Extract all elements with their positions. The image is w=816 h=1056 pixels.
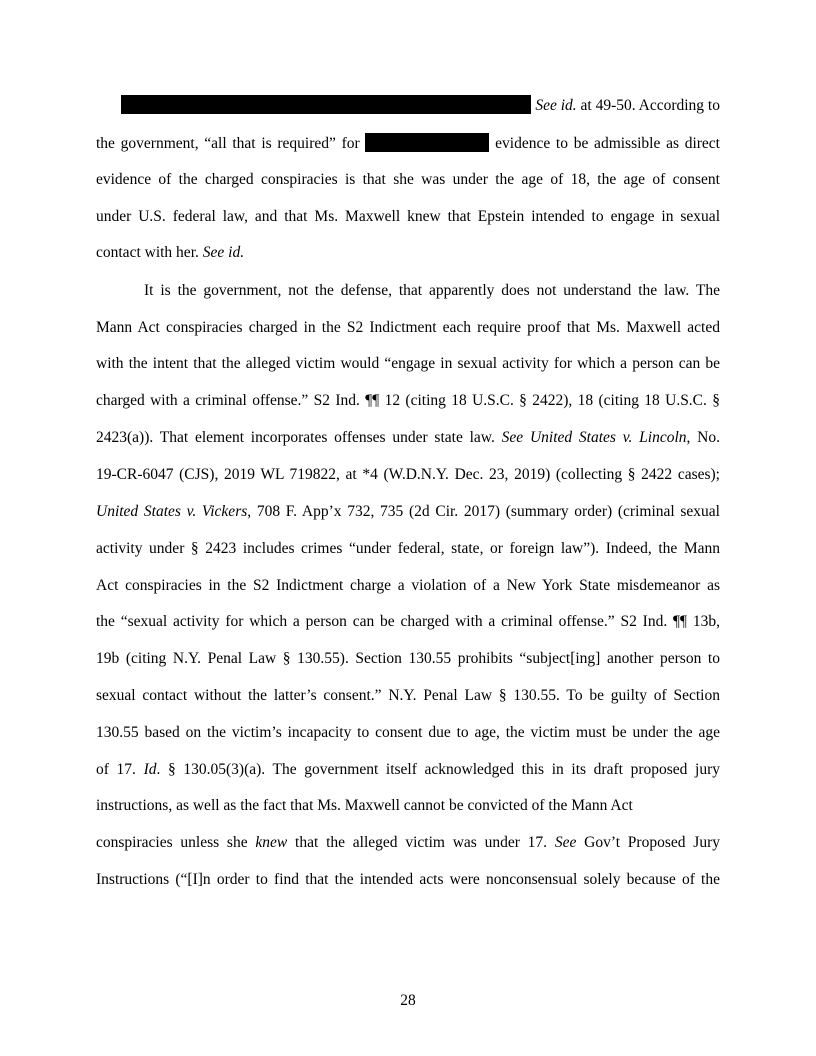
text-line xyxy=(96,539,720,559)
text-run: 2423(a)). That element incorporates offenses under state law. xyxy=(96,429,502,446)
text-run: , 708 F. App’x 732, 735 (2d Cir. 2017) (summary order) (criminal sexual xyxy=(247,503,720,520)
text-run: under U.S. federal law, and that Ms. Maxwell knew that Epstein intended to engage in sexual xyxy=(96,208,720,225)
text-line xyxy=(96,354,720,374)
text-run: Act conspiracies in the S2 Indictment charge a violation of a New York State misdemeanor as xyxy=(96,577,720,594)
italic-text: See xyxy=(554,834,577,851)
text-line xyxy=(96,796,720,816)
text-run: with the intent that the alleged victim would “engage in sexual activity for which a person can be xyxy=(96,355,720,372)
text-run: the “sexual activity for which a person can be charged with a criminal offense.” S2 Ind. ¶¶ 13b, xyxy=(96,613,720,630)
text-line xyxy=(96,502,720,522)
text-run: contact with her. xyxy=(96,244,203,261)
text-line xyxy=(96,428,720,448)
text-line xyxy=(96,576,720,596)
text-run: , No. xyxy=(686,429,720,446)
text-run: the government, “all that is required” for xyxy=(96,135,366,152)
text-run: Gov’t Proposed Jury xyxy=(576,834,720,851)
text-run: at 49-50. According to xyxy=(576,97,720,114)
text-run: conspiracies unless she xyxy=(96,834,256,851)
redaction-block xyxy=(365,133,489,152)
text-run: Mann Act conspiracies charged in the S2 Indictment each require proof that Ms. Maxwell acted xyxy=(96,319,720,336)
italic-text: See id. xyxy=(535,97,577,114)
text-run: sexual contact without the latter’s consent.” N.Y. Penal Law § 130.55. To be guilty of Section xyxy=(96,687,720,704)
text-line xyxy=(96,723,720,743)
text-run: activity under § 2423 includes crimes “under federal, state, or foreign law”). Indeed, the Mann xyxy=(96,540,720,557)
text-line xyxy=(96,95,720,116)
italic-text: See United States v. Lincoln xyxy=(501,429,687,446)
text-line xyxy=(96,170,720,190)
text-run: evidence to be admissible as direct xyxy=(489,135,720,152)
page-number: 28 xyxy=(400,992,416,1009)
redaction-block xyxy=(121,95,531,114)
text-run: that the alleged victim was under 17. xyxy=(287,834,555,851)
italic-text: Id xyxy=(143,761,157,778)
text-line xyxy=(96,686,720,706)
italic-text: United States v. Vickers xyxy=(96,503,248,520)
text-line xyxy=(96,649,720,669)
text-run: 19b (citing N.Y. Penal Law § 130.55). Section 130.55 prohibits “subject[ing] another person to xyxy=(96,650,720,667)
text-run: Instructions (“[I]n order to find that the intended acts were nonconsensual solely because of the xyxy=(96,871,720,888)
text-line xyxy=(96,207,720,227)
text-run: charged with a criminal offense.” S2 Ind. ¶¶ 12 (citing 18 U.S.C. § 2422), 18 (citing 18 U.S.C. § xyxy=(96,392,720,409)
text-line xyxy=(96,760,720,780)
text-run: evidence of the charged conspiracies is that she was under the age of 18, the age of consent xyxy=(96,171,720,188)
text-line xyxy=(96,465,720,485)
text-run: instructions, as well as the fact that Ms. Maxwell cannot be convicted of the Mann Act xyxy=(96,797,633,814)
text-run: . § 130.05(3)(a). The government itself acknowledged this in its draft proposed jury xyxy=(156,761,720,778)
text-line xyxy=(96,391,720,411)
text-line xyxy=(96,243,720,263)
text-line xyxy=(96,281,720,301)
text-run: It is the government, not the defense, that apparently does not understand the law. The xyxy=(144,282,720,299)
italic-text: See id. xyxy=(202,244,245,261)
text-line xyxy=(96,612,720,632)
text-line xyxy=(96,833,720,853)
text-line xyxy=(96,318,720,338)
text-run: of 17. xyxy=(96,761,144,778)
text-line xyxy=(96,870,720,890)
text-run: 130.55 based on the victim’s incapacity to consent due to age, the victim must be under the age xyxy=(96,724,720,741)
text-run: 19-CR-6047 (CJS), 2019 WL 719822, at *4 (W.D.N.Y. Dec. 23, 2019) (collecting § 2422 cases); xyxy=(96,466,720,483)
text-line xyxy=(96,133,720,154)
italic-text: knew xyxy=(255,834,288,851)
